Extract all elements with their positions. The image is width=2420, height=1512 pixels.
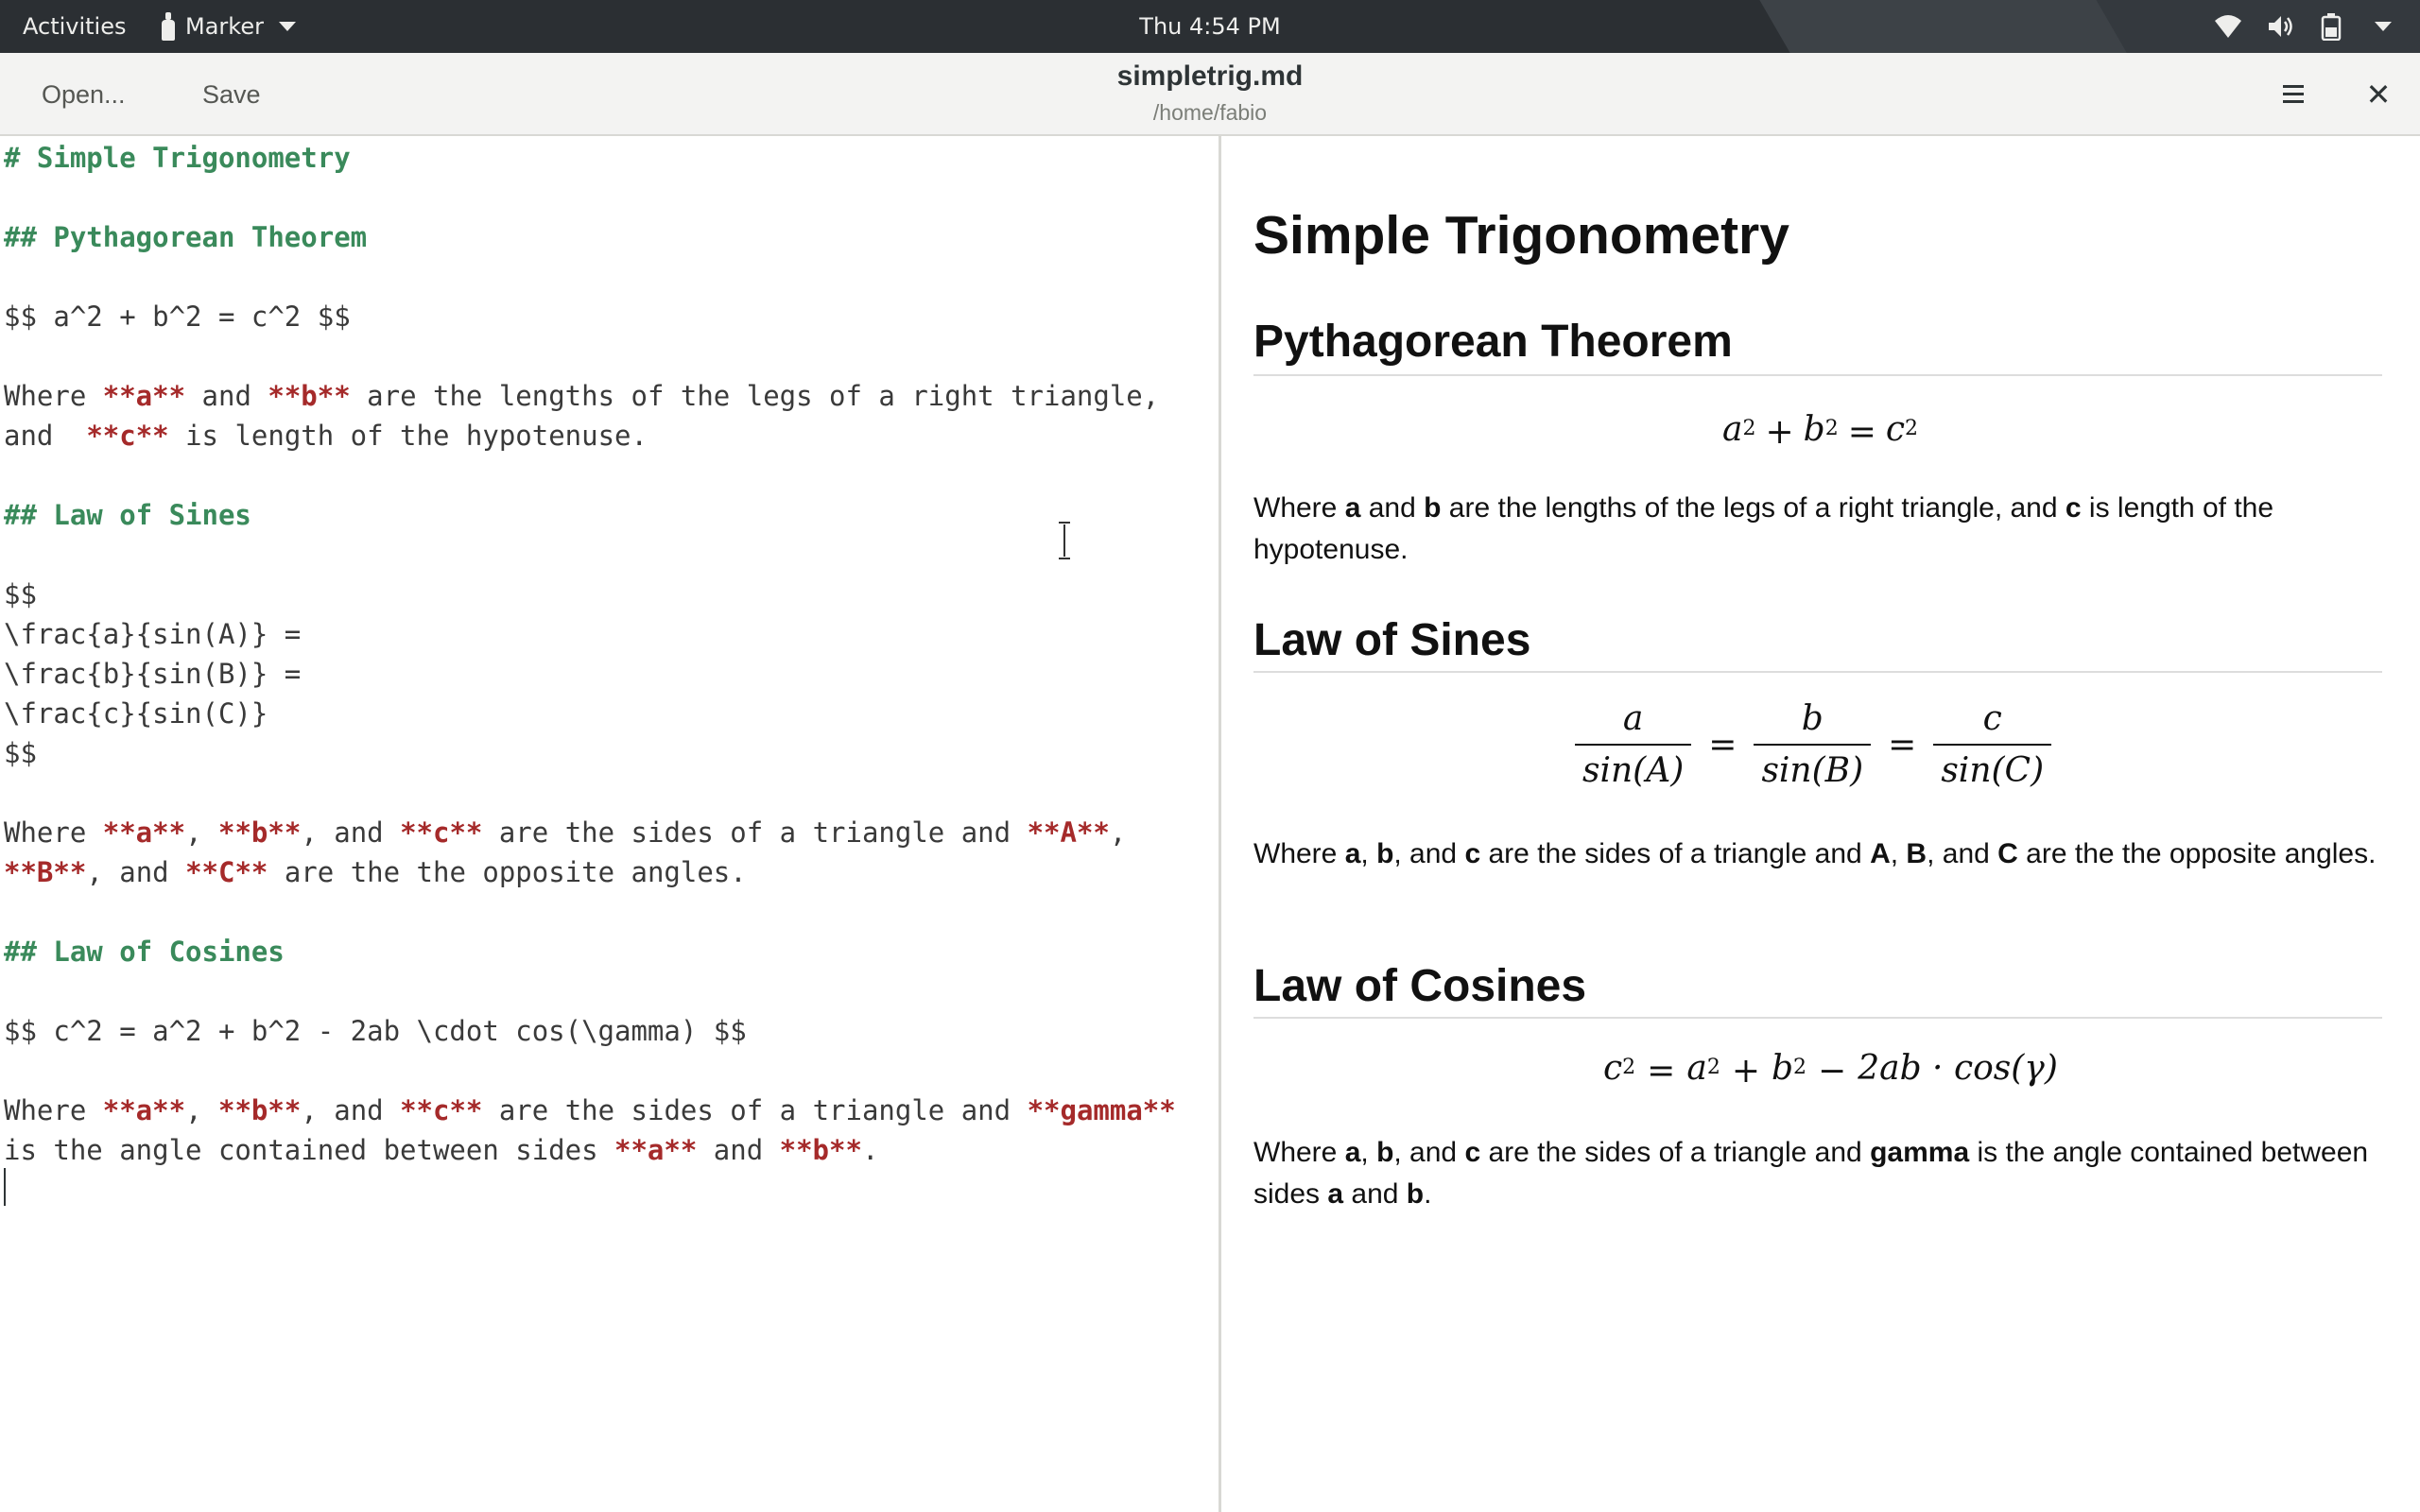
pythagorean-formula: $a^2 + b^2 = c^2$ [1722, 410, 1919, 452]
editor-line: is the angle contained between sides **a** and **b**. [4, 1134, 879, 1166]
editor-line: $$ c^2 = a^2 + b^2 - 2ab \cdot cos(\gamma) $$ [4, 1015, 747, 1047]
editor-line: \frac{a}{sin(A)} = [4, 618, 302, 650]
window-title: simpletrig.md [1116, 60, 1304, 92]
law-of-cosines-paragraph: Where a, b, and c are the sides of a triangle and gamma is the angle contained between sides a and b. [1253, 1137, 2369, 1210]
activities-button[interactable]: Activities [23, 13, 127, 40]
editor-line: \frac{c}{sin(C)} [4, 697, 268, 730]
law-of-sines-paragraph: Where a, b, and c are the sides of a triangle and A, B, and C are the the opposite angles. [1253, 838, 2377, 869]
editor-line: $$ [4, 737, 37, 769]
preview-heading-law-of-sines: Law of Sines [1253, 615, 1531, 665]
volume-icon [2267, 13, 2295, 40]
wifi-icon [2214, 13, 2242, 40]
window-subtitle: /home/fabio [1152, 100, 1268, 125]
gnome-top-bar [0, 0, 2420, 53]
editor-line: Where **a** and **b** are the lengths of the legs of a right triangle, [4, 380, 1160, 412]
system-status-area[interactable] [2214, 0, 2392, 53]
markdown-preview [1221, 136, 2420, 1512]
editor-line: # Simple Trigonometry [4, 142, 351, 174]
editor-line: ## Law of Sines [4, 499, 251, 531]
heading-divider [1253, 1017, 2382, 1019]
app-name-label: Marker [185, 13, 264, 40]
app-menu-button[interactable] [161, 0, 296, 53]
editor-line: $$ a^2 + b^2 = c^2 $$ [4, 301, 351, 333]
save-button[interactable]: Save [202, 80, 261, 109]
preview-heading-pythagorean: Pythagorean Theorem [1253, 317, 1733, 367]
heading-divider [1253, 671, 2382, 673]
editor-line: Where **a**, **b**, and **c** are the sides of a triangle and **gamma** [4, 1094, 1176, 1126]
chevron-down-icon [2375, 22, 2392, 31]
header-bar [0, 53, 2420, 136]
editor-line: $$ [4, 578, 37, 610]
battery-icon [2320, 12, 2344, 41]
preview-title: Simple Trigonometry [1253, 205, 1789, 266]
marker-app-icon [161, 12, 176, 41]
clock[interactable]: Thu 4:54 PM [1139, 13, 1281, 40]
preview-heading-law-of-cosines: Law of Cosines [1253, 961, 1587, 1011]
law-of-cosines-formula: $c^2 = a^2 + b^2 - 2ab \cdot \cos(\gamma)$ [1603, 1049, 2058, 1091]
law-of-sines-formula: $\frac{a}{\sin(A)}$ = $\frac{b}{\sin(B)}$ = $\frac{c}{\sin(C)}$ [1575, 699, 2051, 790]
editor-line: ## Law of Cosines [4, 936, 285, 968]
text-caret [4, 1168, 6, 1206]
editor-line: \frac{b}{sin(B)} = [4, 658, 302, 690]
editor-line: ## Pythagorean Theorem [4, 221, 368, 253]
editor-line: Where **a**, **b**, and **c** are the sides of a triangle and **A**, [4, 816, 1127, 849]
hamburger-menu-icon[interactable] [2274, 77, 2314, 112]
chevron-down-icon [279, 22, 296, 31]
open-button[interactable]: Open... [42, 80, 126, 109]
editor-line: and **c** is length of the hypotenuse. [4, 420, 648, 452]
mouse-ibeam-cursor-icon [1057, 522, 1072, 559]
markdown-editor[interactable] [0, 136, 1221, 1512]
close-icon[interactable]: ✕ [2365, 77, 2392, 112]
editor-line: **B**, and **C** are the the opposite angles. [4, 856, 747, 888]
heading-divider [1253, 374, 2382, 376]
pythagorean-paragraph: Where a and b are the lengths of the legs of a right triangle, and c is length of the hypotenuse. [1253, 492, 2274, 565]
